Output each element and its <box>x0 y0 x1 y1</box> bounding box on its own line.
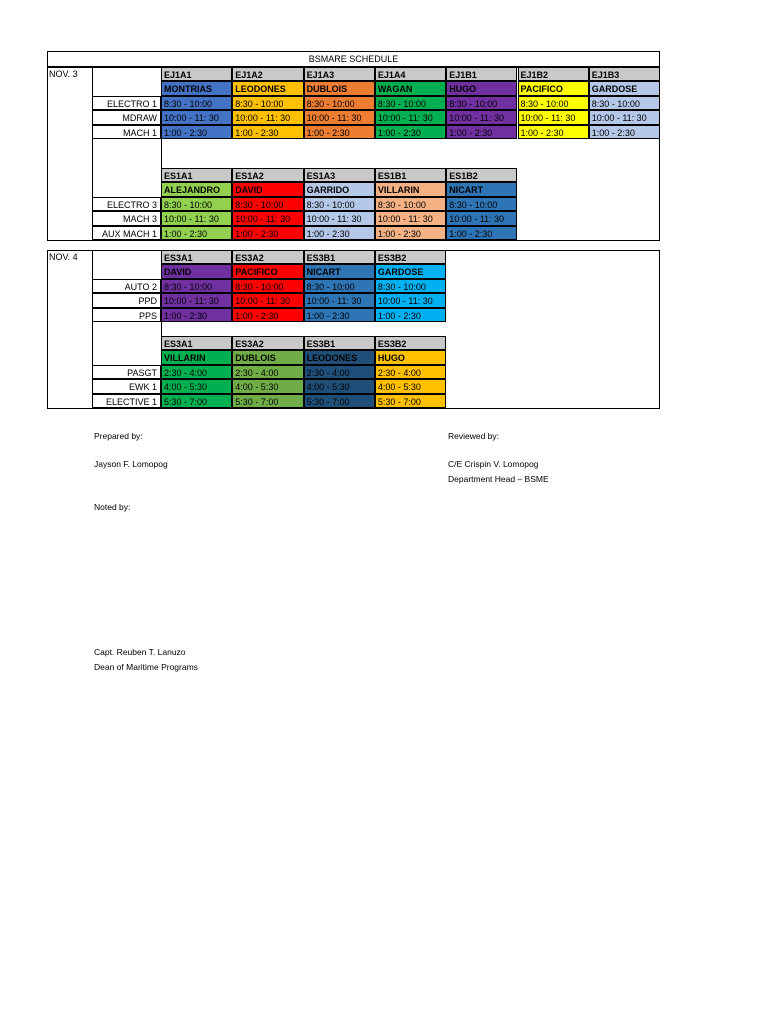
subject-label: ELECTRO 1 <box>92 96 161 110</box>
instructor-cell: DAVID <box>232 182 303 196</box>
time-slot: 10:00 - 11: 30 <box>304 293 375 307</box>
time-slot: 1:00 - 2:30 <box>161 125 232 139</box>
section-header: EJ1A1 <box>161 67 232 81</box>
section-header: ES3B1 <box>304 250 375 264</box>
subject-label: ELECTIVE 1 <box>92 394 161 408</box>
grid-line <box>47 408 660 409</box>
instructor-cell: NICART <box>446 182 517 196</box>
time-slot: 1:00 - 2:30 <box>304 226 375 240</box>
time-slot: 1:00 - 2:30 <box>304 125 375 139</box>
time-slot: 1:00 - 2:30 <box>232 226 303 240</box>
time-slot: 2:30 - 4:00 <box>161 365 232 379</box>
time-slot: 8:30 - 10:00 <box>446 96 517 110</box>
time-slot: 5:30 - 7:00 <box>161 394 232 408</box>
time-slot: 10:00 - 11: 30 <box>375 293 446 307</box>
section-header: ES3A2 <box>232 336 303 350</box>
time-slot: 10:00 - 11: 30 <box>232 110 303 124</box>
instructor-cell: LEODONES <box>232 81 303 95</box>
subject-label: PPD <box>92 293 161 307</box>
time-slot: 10:00 - 11: 30 <box>446 110 517 124</box>
noted-by-name: Capt. Reuben T. Lanuzo <box>94 647 186 657</box>
section-header: ES1A3 <box>304 168 375 182</box>
time-slot: 2:30 - 4:00 <box>232 365 303 379</box>
subject-label: PPS <box>92 308 161 322</box>
time-slot: 10:00 - 11: 30 <box>375 211 446 225</box>
time-slot: 10:00 - 11: 30 <box>232 211 303 225</box>
time-slot: 10:00 - 11: 30 <box>375 110 446 124</box>
subject-label: EWK 1 <box>92 379 161 393</box>
time-slot: 1:00 - 2:30 <box>304 308 375 322</box>
time-slot: 8:30 - 10:00 <box>304 279 375 293</box>
time-slot: 8:30 - 10:00 <box>589 96 660 110</box>
instructor-cell: DUBLOIS <box>304 81 375 95</box>
instructor-cell: GARDOSE <box>589 81 660 95</box>
instructor-cell: LEODONES <box>304 350 375 364</box>
instructor-cell: WAGAN <box>375 81 446 95</box>
subject-label: ELECTRO 3 <box>92 197 161 211</box>
time-slot: 8:30 - 10:00 <box>375 96 446 110</box>
time-slot: 1:00 - 2:30 <box>589 125 660 139</box>
section-header: ES1A2 <box>232 168 303 182</box>
time-slot: 1:00 - 2:30 <box>446 226 517 240</box>
instructor-cell: HUGO <box>446 81 517 95</box>
subject-label: MDRAW <box>92 110 161 124</box>
subject-label: AUTO 2 <box>92 279 161 293</box>
day-label: NOV. 3 <box>49 69 78 79</box>
instructor-cell: GARRIDO <box>304 182 375 196</box>
time-slot: 8:30 - 10:00 <box>161 96 232 110</box>
schedule-title: BSMARE SCHEDULE <box>47 51 660 67</box>
instructor-cell: PACIFICO <box>232 264 303 278</box>
noted-by-title: Dean of Maritime Programs <box>94 662 198 672</box>
time-slot: 8:30 - 10:00 <box>304 96 375 110</box>
time-slot: 8:30 - 10:00 <box>375 279 446 293</box>
time-slot: 10:00 - 11: 30 <box>304 211 375 225</box>
time-slot: 8:30 - 10:00 <box>304 197 375 211</box>
instructor-cell: MONTRIAS <box>161 81 232 95</box>
section-header: ES3B1 <box>304 336 375 350</box>
noted-by-label: Noted by: <box>94 502 131 512</box>
section-header: EJ1B2 <box>518 67 589 81</box>
time-slot: 5:30 - 7:00 <box>304 394 375 408</box>
time-slot: 1:00 - 2:30 <box>518 125 589 139</box>
section-header: ES1A1 <box>161 168 232 182</box>
time-slot: 8:30 - 10:00 <box>518 96 589 110</box>
instructor-cell: ALEJANDRO <box>161 182 232 196</box>
section-header: EJ1B3 <box>589 67 660 81</box>
time-slot: 1:00 - 2:30 <box>375 308 446 322</box>
time-slot: 8:30 - 10:00 <box>161 279 232 293</box>
section-header: ES3B2 <box>375 336 446 350</box>
day-label: NOV. 4 <box>49 252 78 262</box>
prepared-by-name: Jayson F. Lomopog <box>94 459 168 469</box>
time-slot: 1:00 - 2:30 <box>375 125 446 139</box>
time-slot: 8:30 - 10:00 <box>232 197 303 211</box>
section-header: EJ1A4 <box>375 67 446 81</box>
subject-label: MACH 3 <box>92 211 161 225</box>
time-slot: 2:30 - 4:00 <box>375 365 446 379</box>
time-slot: 10:00 - 11: 30 <box>518 110 589 124</box>
time-slot: 10:00 - 11: 30 <box>161 211 232 225</box>
instructor-cell: HUGO <box>375 350 446 364</box>
section-header: EJ1A2 <box>232 67 303 81</box>
time-slot: 1:00 - 2:30 <box>161 308 232 322</box>
section-header: ES1B2 <box>446 168 517 182</box>
time-slot: 5:30 - 7:00 <box>375 394 446 408</box>
time-slot: 1:00 - 2:30 <box>446 125 517 139</box>
section-header: ES3A2 <box>232 250 303 264</box>
instructor-cell: VILLARIN <box>375 182 446 196</box>
time-slot: 8:30 - 10:00 <box>161 197 232 211</box>
time-slot: 10:00 - 11: 30 <box>232 293 303 307</box>
subject-label: AUX MACH 1 <box>92 226 161 240</box>
subject-label: MACH 1 <box>92 125 161 139</box>
reviewed-by-title: Department Head – BSME <box>448 474 549 484</box>
subject-label: PASGT <box>92 365 161 379</box>
time-slot: 5:30 - 7:00 <box>232 394 303 408</box>
schedule-sheet <box>47 51 660 409</box>
instructor-cell: NICART <box>304 264 375 278</box>
time-slot: 8:30 - 10:00 <box>232 96 303 110</box>
instructor-cell: VILLARIN <box>161 350 232 364</box>
time-slot: 1:00 - 2:30 <box>161 226 232 240</box>
time-slot: 8:30 - 10:00 <box>375 197 446 211</box>
section-header: ES3B2 <box>375 250 446 264</box>
time-slot: 8:30 - 10:00 <box>446 197 517 211</box>
instructor-cell: PACIFICO <box>518 81 589 95</box>
time-slot: 10:00 - 11: 30 <box>446 211 517 225</box>
prepared-by-label: Prepared by: <box>94 431 143 441</box>
time-slot: 1:00 - 2:30 <box>232 125 303 139</box>
reviewed-by-name: C/E Crispin V. Lomopog <box>448 459 539 469</box>
time-slot: 10:00 - 11: 30 <box>304 110 375 124</box>
time-slot: 1:00 - 2:30 <box>232 308 303 322</box>
time-slot: 2:30 - 4:00 <box>304 365 375 379</box>
instructor-cell: GARDOSE <box>375 264 446 278</box>
time-slot: 4:00 - 5:30 <box>375 379 446 393</box>
section-header: ES1B1 <box>375 168 446 182</box>
time-slot: 10:00 - 11: 30 <box>161 110 232 124</box>
section-header: ES3A1 <box>161 250 232 264</box>
instructor-cell: DAVID <box>161 264 232 278</box>
time-slot: 4:00 - 5:30 <box>232 379 303 393</box>
section-header: ES3A1 <box>161 336 232 350</box>
time-slot: 4:00 - 5:30 <box>161 379 232 393</box>
time-slot: 10:00 - 11: 30 <box>589 110 660 124</box>
time-slot: 1:00 - 2:30 <box>375 226 446 240</box>
time-slot: 4:00 - 5:30 <box>304 379 375 393</box>
instructor-cell: DUBLOIS <box>232 350 303 364</box>
section-header: EJ1A3 <box>304 67 375 81</box>
time-slot: 8:30 - 10:00 <box>232 279 303 293</box>
section-header: EJ1B1 <box>446 67 517 81</box>
reviewed-by-label: Reviewed by: <box>448 431 500 441</box>
time-slot: 10:00 - 11: 30 <box>161 293 232 307</box>
